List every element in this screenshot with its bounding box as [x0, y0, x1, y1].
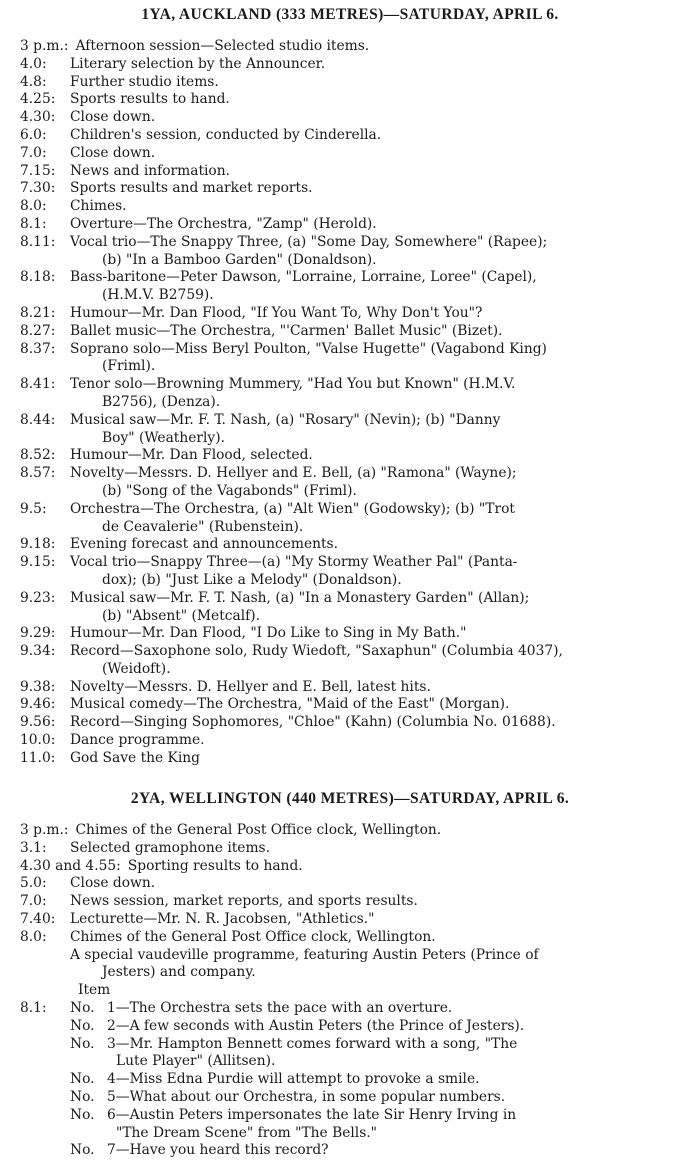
entry-text — [70, 341, 547, 377]
entry-text: Dance programme. — [70, 732, 205, 749]
entry-time: 9.46: — [20, 696, 56, 713]
entry-text: Humour—Mr. Dan Flood, "I Do Like to Sing in My Bath." — [70, 625, 467, 642]
entry-time: 4.30: — [20, 109, 56, 126]
entry-continuation: (b) "In a Bamboo Garden" (Donaldson). — [102, 251, 377, 268]
entry-time: 8.37: — [20, 340, 56, 357]
schedule-entry — [20, 323, 696, 341]
entry-text: Close down. — [70, 144, 156, 161]
item-no: No. — [70, 1142, 95, 1159]
schedule-entry — [20, 714, 696, 732]
schedule-entry — [20, 911, 696, 929]
entry-time: 8.21: — [20, 304, 56, 321]
entry-time: 8.0: — [20, 198, 47, 215]
list-item — [70, 1142, 524, 1160]
entry-time: 11.0: — [20, 749, 56, 766]
entry-text: Further studio items. — [70, 73, 219, 90]
item-text — [107, 1107, 516, 1143]
entry-continuation: (H.M.V. B2759). — [102, 287, 214, 304]
schedule-entry — [20, 893, 696, 911]
schedule-entry — [20, 875, 696, 893]
entry-time: 8.0: — [20, 928, 47, 945]
item-text: 4—Miss Edna Purdie will attempt to provoke a smile. — [107, 1071, 480, 1088]
item-no: No. — [70, 1017, 95, 1034]
entry-text: Lecturette—Mr. N. R. Jacobsen, "Athletics." — [70, 910, 375, 927]
entry-time: 7.30: — [20, 180, 56, 197]
schedule-entry — [20, 696, 696, 714]
entry-time: 9.15: — [20, 554, 56, 571]
entry-line: Orchestra—The Orchestra, (a) "Alt Wien" (Godowsky); (b) "Trot — [70, 500, 515, 517]
entry-continuation: B2756), (Denza). — [102, 393, 221, 410]
entry-continuation: (Friml). — [102, 358, 156, 375]
entry-time: 9.23: — [20, 589, 56, 606]
entry-text: Humour—Mr. Dan Flood, selected. — [70, 447, 313, 464]
entry-time: 7.0: — [20, 893, 47, 910]
item-text — [107, 1036, 517, 1072]
schedule-entry — [20, 858, 696, 876]
entry-text — [70, 412, 500, 448]
entry-continuation: Boy" (Weatherly). — [102, 429, 225, 446]
entry-time: 4.25: — [20, 91, 56, 108]
vaudeville-items — [20, 1000, 696, 1160]
entry-continuation: (b) "Absent" (Metcalf). — [102, 607, 260, 624]
schedule-entry — [20, 929, 696, 947]
schedule-entry — [20, 269, 696, 305]
item-no: No. — [70, 1088, 95, 1105]
schedule-entry — [20, 305, 696, 323]
entry-continuation: de Ceavalerie" (Rubenstein). — [102, 518, 304, 535]
vaudeville-intro: A special vaudeville programme, featuring Austin Peters (Prince of — [70, 946, 539, 963]
schedule-entry — [20, 554, 696, 590]
schedule-entry — [20, 56, 696, 74]
entry-time: 3 p.m.: — [20, 822, 69, 838]
schedule-entry — [20, 180, 696, 198]
entry-text: Afternoon session—Selected studio items. — [75, 38, 370, 54]
entry-time: 8.1: — [20, 999, 47, 1016]
entry-text: Close down. — [70, 109, 156, 126]
entry-time: 9.34: — [20, 643, 56, 660]
list-item — [70, 1107, 524, 1143]
schedule-entry — [20, 412, 696, 448]
item-no: No. — [70, 999, 95, 1016]
list-item — [70, 1000, 524, 1018]
entry-time: 9.56: — [20, 714, 56, 731]
item-text: 1—The Orchestra sets the pace with an overture. — [107, 999, 453, 1016]
entry-text: Close down. — [70, 875, 156, 892]
schedule-entry — [20, 234, 696, 270]
entry-time: 8.44: — [20, 411, 56, 428]
entry-time: 4.30 and 4.55: — [20, 857, 121, 874]
item-continuation: Lute Player" (Allitsen). — [116, 1053, 276, 1070]
entry-time: 8.52: — [20, 447, 56, 464]
entry-text — [70, 501, 515, 537]
schedule-entry — [20, 145, 696, 163]
entry-continuation: (Weidoft). — [102, 660, 171, 677]
item-text: 7—Have you heard this record? — [107, 1142, 329, 1159]
entry-text: Musical comedy—The Orchestra, "Maid of the East" (Morgan). — [70, 696, 510, 713]
list-item — [70, 1036, 524, 1072]
item-no: No. — [70, 1071, 95, 1088]
entry-text: God Save the King — [70, 749, 200, 766]
entry-line: Vocal trio—The Snappy Three, (a) "Some Day, Somewhere" (Rapee); — [70, 233, 548, 250]
entry-text: Chimes of the General Post Office clock, Wellington. — [75, 822, 442, 838]
entry-time: 9.5: — [20, 500, 47, 517]
entry-time: 8.57: — [20, 465, 56, 482]
entry-text: Sports results and market reports. — [70, 180, 313, 197]
entry-line: Novelty—Messrs. D. Hellyer and E. Bell, (a) "Ramona" (Wayne); — [70, 465, 517, 482]
entry-time: 7.0: — [20, 144, 47, 161]
entry-time: 8.11: — [20, 233, 56, 250]
entry-text — [70, 234, 547, 270]
entry-text — [70, 554, 517, 590]
entry-text: Chimes of the General Post Office clock, Wellington. — [70, 928, 436, 945]
entry-line: Vocal trio—Snappy Three—(a) "My Stormy Weather Pal" (Panta- — [70, 554, 518, 571]
entry-text: News and information. — [70, 162, 230, 179]
entry-time: 3.1: — [20, 839, 47, 856]
entry-text — [70, 376, 515, 412]
entry-time: 7.15: — [20, 162, 56, 179]
entry-text: Chimes. — [70, 198, 127, 215]
list-item — [70, 1071, 524, 1089]
entry-text — [70, 269, 537, 305]
entry-line: Record—Saxophone solo, Rudy Wiedoft, "Saxaphun" (Columbia 4037), — [70, 643, 563, 660]
entry-text: Overture—The Orchestra, "Zamp" (Herold). — [70, 215, 377, 232]
item-no: No. — [70, 1106, 95, 1123]
wellington-schedule — [20, 822, 696, 1160]
schedule-entry — [20, 447, 696, 465]
schedule-entry — [20, 465, 696, 501]
item-label: Item — [78, 982, 111, 999]
entry-time: 7.40: — [20, 910, 56, 927]
schedule-entry — [20, 643, 696, 679]
schedule-entry — [20, 732, 696, 750]
entry-line: Musical saw—Mr. F. T. Nash, (a) "Rosary" (Nevin); (b) "Danny — [70, 411, 501, 428]
entry-time: 4.8: — [20, 73, 47, 90]
entry-text: Ballet music—The Orchestra, "'Carmen' Ballet Music" (Bizet). — [70, 322, 503, 339]
entry-time: 5.0: — [20, 875, 47, 892]
auckland-heading: 1YA, AUCKLAND (333 METRES)—SATURDAY, APRIL 6. — [141, 6, 559, 23]
entry-text: Humour—Mr. Dan Flood, "If You Want To, Why Don't You"? — [70, 304, 483, 321]
entry-time: 10.0: — [20, 732, 56, 749]
list-item — [70, 1018, 524, 1036]
entry-text: Evening forecast and announcements. — [70, 536, 339, 553]
schedule-entry — [20, 590, 696, 626]
entry-continuation: dox); (b) "Just Like a Melody" (Donaldson). — [102, 571, 402, 588]
entry-time: 6.0: — [20, 126, 47, 143]
schedule-entry — [20, 536, 696, 554]
schedule-entry — [20, 127, 696, 145]
entry-time: 9.38: — [20, 678, 56, 695]
item-line: 6—Austin Peters impersonates the late Sir Henry Irving in — [107, 1106, 517, 1123]
entry-line: Tenor solo—Browning Mummery, "Had You but Known" (H.M.V. — [70, 376, 516, 393]
item-continuation: "The Dream Scene" from "The Bells." — [116, 1124, 378, 1141]
entry-text: Novelty—Messrs. D. Hellyer and E. Bell, latest hits. — [70, 678, 431, 695]
schedule-entry — [20, 91, 696, 109]
item-line: 3—Mr. Hampton Bennett comes forward with a song, "The — [107, 1035, 518, 1052]
schedule-entry — [20, 38, 696, 56]
entry-text — [70, 465, 517, 501]
entry-continuation: (b) "Song of the Vagabonds" (Friml). — [102, 482, 357, 499]
entry-time: 9.29: — [20, 625, 56, 642]
entry-text: News session, market reports, and sports results. — [70, 893, 418, 910]
wellington-heading: 2YA, WELLINGTON (440 METRES)—SATURDAY, APRIL 6. — [130, 790, 570, 807]
schedule-entry — [20, 625, 696, 643]
entry-line: Bass-baritone—Peter Dawson, "Lorraine, Lorraine, Loree" (Capel), — [70, 269, 537, 286]
schedule-entry — [20, 341, 696, 377]
schedule-entry — [20, 822, 696, 840]
item-no: No. — [70, 1035, 95, 1052]
entry-text: Sporting results to hand. — [127, 857, 303, 874]
entry-time: 8.18: — [20, 269, 56, 286]
entry-text: Literary selection by the Announcer. — [70, 55, 326, 72]
entry-text: Record—Singing Sophomores, "Chloe" (Kahn) (Columbia No. 01688). — [70, 714, 556, 731]
entry-text — [70, 590, 529, 626]
entry-time: 8.1: — [20, 215, 47, 232]
schedule-entry — [20, 750, 696, 768]
item-text: 5—What about our Orchestra, in some popular numbers. — [107, 1088, 506, 1105]
schedule-entry — [20, 163, 696, 181]
schedule-entry — [20, 198, 696, 216]
entry-time: 8.27: — [20, 322, 56, 339]
schedule-entry — [20, 376, 696, 412]
entry-time: 3 p.m.: — [20, 38, 69, 54]
auckland-schedule — [20, 38, 696, 768]
schedule-entry — [20, 216, 696, 234]
entry-text — [70, 643, 563, 679]
schedule-entry — [20, 840, 696, 858]
item-text: 2—A few seconds with Austin Peters (the Prince of Jesters). — [107, 1017, 525, 1034]
item-list — [70, 1000, 524, 1160]
schedule-entry — [20, 501, 696, 537]
schedule-entry — [20, 679, 696, 697]
entry-time: 4.0: — [20, 55, 47, 72]
list-item — [70, 1089, 524, 1107]
entry-text: Sports results to hand. — [70, 91, 230, 108]
schedule-entry — [20, 109, 696, 127]
entry-text: Selected gramophone items. — [70, 839, 271, 856]
entry-time: 9.18: — [20, 536, 56, 553]
entry-line: Soprano solo—Miss Beryl Poulton, "Valse Hugette" (Vagabond King) — [70, 340, 547, 357]
schedule-entry — [20, 74, 696, 92]
entry-time: 8.41: — [20, 376, 56, 393]
entry-text: Children's session, conducted by Cinderella. — [70, 126, 382, 143]
entry-line: Musical saw—Mr. F. T. Nash, (a) "In a Monastery Garden" (Allan); — [70, 589, 530, 606]
vaudeville-intro-cont: Jesters) and company. — [102, 964, 256, 981]
